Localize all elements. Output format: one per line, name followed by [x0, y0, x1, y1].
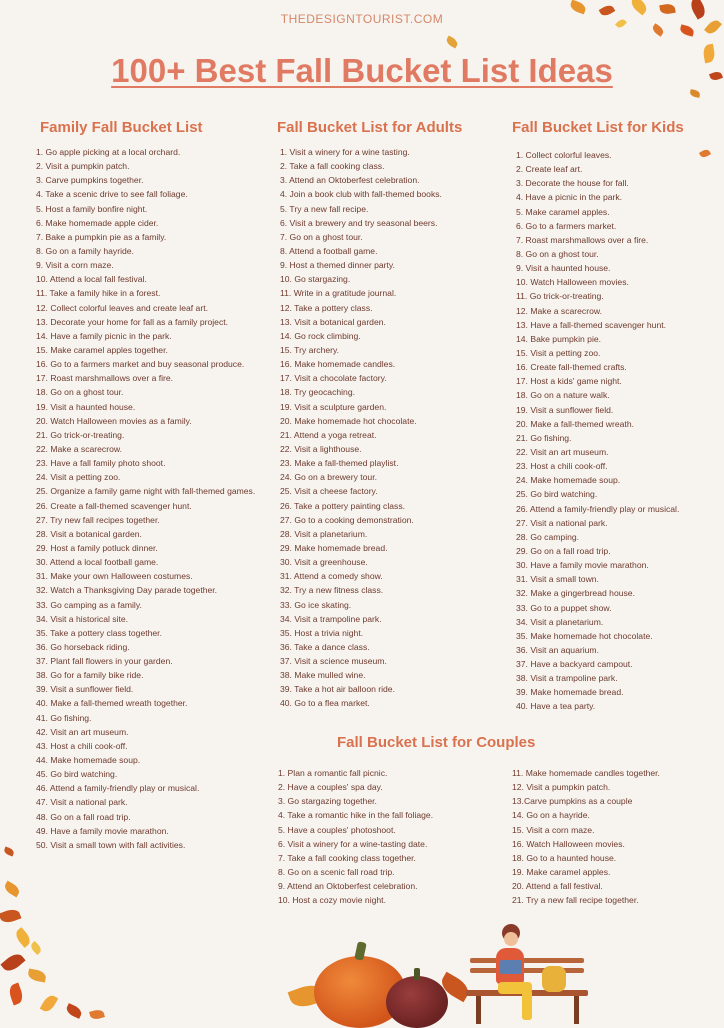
list-item: 6. Make homemade apple cider. [36, 217, 159, 228]
list-item: 16. Create fall-themed crafts. [516, 362, 627, 373]
leaf-icon [29, 941, 43, 955]
list-item: 16. Make homemade candles. [280, 359, 396, 370]
list-item: 40. Go to a flea market. [280, 698, 370, 709]
list-item: 32. Make a gingerbread house. [516, 588, 635, 599]
list-item: 50. Visit a small town with fall activities. [36, 839, 186, 850]
list-item: 29. Make homemade bread. [280, 542, 388, 553]
list-item: 12. Collect colorful leaves and create leaf art. [36, 302, 208, 313]
list-item: 38. Visit a trampoline park. [516, 673, 618, 684]
list-item: 15. Make caramel apples together. [36, 344, 168, 355]
list-item: 14. Go on a hayride. [512, 810, 590, 821]
list-item: 35. Take a pottery class together. [36, 627, 162, 638]
list-item: 11. Go trick-or-treating. [516, 291, 604, 302]
woman-reading-on-bench-icon [466, 922, 590, 1024]
falling-leaf-icon [699, 148, 711, 159]
leaf-icon [3, 881, 22, 898]
list-item: 3. Attend an Oktoberfest celebration. [280, 175, 420, 186]
list-item: 28. Go camping. [516, 531, 580, 542]
list-item: 40. Have a tea party. [516, 701, 596, 712]
list-item: 4. Have a picnic in the park. [516, 192, 623, 203]
list-item: 21. Go trick-or-treating. [36, 429, 125, 440]
list-item: 17. Host a kids' game night. [516, 376, 622, 387]
list-item: 5. Try a new fall recipe. [280, 203, 369, 214]
list-item: 18. Go on a nature walk. [516, 390, 610, 401]
list-item: 26. Create a fall-themed scavenger hunt. [36, 500, 192, 511]
falling-leaf-icon [445, 36, 459, 49]
list-item: 10. Watch Halloween movies. [516, 277, 629, 288]
list-item: 4. Take a scenic drive to see fall foliage. [36, 189, 188, 200]
list-item: 21. Attend a yoga retreat. [280, 429, 377, 440]
family-heading: Family Fall Bucket List [40, 119, 203, 136]
list-item: 41. Go fishing. [36, 712, 92, 723]
list-item: 12. Take a pottery class. [280, 302, 373, 313]
list-item: 4. Take a romantic hike in the fall foliage. [278, 810, 434, 821]
list-item: 34. Visit a historical site. [36, 613, 129, 624]
list-item: 14. Go rock climbing. [280, 330, 361, 341]
list-item: 7. Bake a pumpkin pie as a family. [36, 231, 167, 242]
list-item: 13. Visit a botanical garden. [280, 316, 386, 327]
list-item: 17. Roast marshmallows over a fire. [36, 373, 174, 384]
list-item: 22. Visit a lighthouse. [280, 443, 362, 454]
list-item: 13. Have a fall-themed scavenger hunt. [516, 319, 667, 330]
list-item: 15. Visit a corn maze. [512, 824, 595, 835]
list-item: 8. Go on a ghost tour. [516, 248, 599, 259]
list-item: 16. Go to a farmers market and buy seasonal produce. [36, 359, 245, 370]
page-title: 100+ Best Fall Bucket List Ideas [111, 52, 613, 89]
list-item: 47. Visit a national park. [36, 797, 128, 808]
list-item: 36. Visit an aquarium. [516, 644, 599, 655]
list-item: 29. Host a family potluck dinner. [36, 542, 158, 553]
list-item: 2. Take a fall cooking class. [280, 161, 385, 172]
list-item: 37. Plant fall flowers in your garden. [36, 656, 173, 667]
leaf-icon [0, 950, 25, 974]
list-item: 2. Create leaf art. [516, 164, 583, 175]
list-item: 19. Make caramel apples. [512, 866, 611, 877]
list-item: 1. Visit a winery for a wine tasting. [280, 147, 410, 157]
list-item: 4. Join a book club with fall-themed books. [280, 189, 442, 200]
adults-heading: Fall Bucket List for Adults [277, 119, 463, 136]
list-item: 11. Make homemade candles together. [512, 768, 660, 778]
list-item: 20. Make a fall-themed wreath. [516, 418, 634, 429]
list-item: 7. Take a fall cooking class together. [278, 852, 416, 863]
couples-list-col1 [278, 766, 433, 907]
list-item: 1. Plan a romantic fall picnic. [278, 768, 388, 778]
leaf-icon [40, 993, 59, 1014]
list-item: 23. Make a fall-themed playlist. [280, 458, 399, 469]
list-item: 27. Go to a cooking demonstration. [280, 514, 414, 525]
list-item: 11. Write in a gratitude journal. [280, 288, 397, 299]
list-item: 5. Have a couples' photoshoot. [278, 824, 396, 835]
list-item: 15. Try archery. [280, 344, 340, 355]
list-item: 42. Visit an art museum. [36, 726, 129, 737]
list-item: 9. Visit a corn maze. [36, 260, 114, 271]
family-list [36, 145, 255, 852]
list-item: 3. Decorate the house for fall. [516, 178, 629, 189]
leaf-icon [89, 1008, 105, 1020]
list-item: 25. Visit a cheese factory. [280, 486, 378, 497]
list-item: 2. Visit a pumpkin patch. [36, 161, 130, 172]
list-item: 28. Visit a botanical garden. [36, 528, 142, 539]
list-item: 19. Visit a sculpture garden. [280, 401, 387, 412]
list-item: 22. Visit an art museum. [516, 446, 609, 457]
list-item: 2. Have a couples' spa day. [278, 782, 383, 793]
list-item: 1. Collect colorful leaves. [516, 150, 612, 160]
list-item: 21. Try a new fall recipe together. [512, 895, 639, 906]
list-item: 19. Visit a sunflower field. [516, 404, 614, 415]
list-item: 30. Have a family movie marathon. [516, 560, 649, 571]
list-item: 25. Organize a family game night with fall-themed games. [36, 486, 256, 497]
list-item: 13.Carve pumpkins as a couple [512, 796, 633, 807]
list-item: 31. Make your own Halloween costumes. [36, 571, 193, 582]
leaf-icon [27, 969, 47, 983]
list-item: 46. Attend a family-friendly play or musical. [36, 783, 200, 794]
list-item: 36. Take a dance class. [280, 641, 370, 652]
list-item: 21. Go fishing. [516, 432, 572, 443]
list-item: 35. Host a trivia night. [280, 627, 364, 638]
leaf-cluster-bottom-left [0, 880, 120, 1024]
list-item: 12. Make a scarecrow. [516, 305, 602, 316]
list-item: 24. Make homemade soup. [516, 475, 621, 486]
list-item: 34. Visit a trampoline park. [280, 613, 382, 624]
list-item: 9. Visit a haunted house. [516, 263, 611, 274]
list-item: 49. Have a family movie marathon. [36, 825, 169, 836]
leaf-icon [0, 907, 21, 925]
list-item: 18. Try geocaching. [280, 387, 356, 398]
list-item: 23. Have a fall family photo shoot. [36, 458, 166, 469]
pumpkin-stem [414, 968, 420, 980]
list-item: 36. Go horseback riding. [36, 641, 130, 652]
list-item: 17. Visit a chocolate factory. [280, 373, 387, 384]
kids-list [516, 148, 679, 714]
list-item: 22. Make a scarecrow. [36, 443, 122, 454]
list-item: 6. Visit a winery for a wine-tasting date. [278, 838, 428, 849]
list-item: 31. Attend a comedy show. [280, 571, 383, 582]
list-item: 39. Visit a sunflower field. [36, 684, 134, 695]
site-name: THEDESIGNTOURIST.COM [280, 12, 444, 26]
list-item: 38. Go for a family bike ride. [36, 670, 144, 681]
pumpkin-group [290, 938, 480, 1024]
list-item: 1. Go apple picking at a local orchard. [36, 147, 181, 157]
list-item: 32. Try a new fitness class. [280, 585, 384, 596]
list-item: 25. Go bird watching. [516, 489, 598, 500]
list-item: 5. Host a family bonfire night. [36, 203, 148, 214]
list-item: 43. Host a chili cook-off. [36, 740, 128, 751]
list-item: 16. Watch Halloween movies. [512, 838, 625, 849]
list-item: 48. Go on a fall road trip. [36, 811, 131, 822]
list-item: 44. Make homemade soup. [36, 755, 141, 766]
list-item: 35. Make homemade hot chocolate. [516, 630, 653, 641]
list-item: 23. Host a chili cook-off. [516, 461, 608, 472]
list-item: 24. Visit a petting zoo. [36, 472, 121, 483]
couples-heading: Fall Bucket List for Couples [337, 734, 536, 751]
list-item: 38. Make mulled wine. [280, 670, 366, 681]
adults-list [280, 145, 442, 711]
list-item: 33. Go camping as a family. [36, 599, 142, 610]
list-item: 26. Attend a family-friendly play or musical. [516, 503, 680, 514]
list-item: 11. Take a family hike in a forest. [36, 288, 161, 299]
list-item: 40. Make a fall-themed wreath together. [36, 698, 188, 709]
list-item: 20. Watch Halloween movies as a family. [36, 415, 192, 426]
list-item: 18. Go to a haunted house. [512, 852, 617, 863]
couples-list-col2 [512, 766, 660, 907]
list-item: 26. Take a pottery painting class. [280, 500, 406, 511]
list-item: 8. Attend a football game. [280, 245, 378, 256]
leaf-icon [679, 24, 695, 36]
list-item: 34. Visit a planetarium. [516, 616, 604, 627]
list-item: 39. Take a hot air balloon ride. [280, 684, 395, 695]
list-item: 15. Visit a petting zoo. [516, 347, 601, 358]
list-item: 9. Host a themed dinner party. [280, 260, 395, 271]
list-item: 31. Visit a small town. [516, 574, 599, 585]
leaf-icon [689, 89, 700, 98]
list-item: 30. Attend a local football game. [36, 557, 159, 568]
list-item: 45. Go bird watching. [36, 769, 118, 780]
list-item: 6. Go to a farmers market. [516, 220, 617, 231]
list-item: 10. Attend a local fall festival. [36, 274, 147, 285]
list-item: 33. Go ice skating. [280, 599, 352, 610]
list-item: 3. Go stargazing together. [278, 796, 377, 807]
list-item: 20. Make homemade hot chocolate. [280, 415, 417, 426]
list-item: 19. Visit a haunted house. [36, 401, 136, 412]
leaf-icon [65, 1003, 84, 1019]
list-item: 14. Have a family picnic in the park. [36, 330, 172, 341]
leaf-icon [7, 983, 25, 1006]
list-item: 37. Visit a science museum. [280, 656, 387, 667]
list-item: 10. Go stargazing. [280, 274, 351, 285]
list-item: 9. Attend an Oktoberfest celebration. [278, 881, 418, 892]
list-item: 28. Visit a planetarium. [280, 528, 368, 539]
list-item: 18. Go on a ghost tour. [36, 387, 124, 398]
list-item: 13. Decorate your home for fall as a family project. [36, 316, 229, 327]
pumpkin-icon [386, 976, 448, 1028]
list-item: 7. Roast marshmallows over a fire. [516, 234, 649, 245]
list-item: 8. Go on a family hayride. [36, 245, 134, 256]
list-item: 8. Go on a scenic fall road trip. [278, 866, 395, 877]
list-item: 12. Visit a pumpkin patch. [512, 782, 611, 793]
list-item: 7. Go on a ghost tour. [280, 231, 363, 242]
list-item: 27. Visit a national park. [516, 517, 608, 528]
list-item: 33. Go to a puppet show. [516, 602, 612, 613]
list-item: 3. Carve pumpkins together. [36, 175, 144, 186]
list-item: 5. Make caramel apples. [516, 206, 610, 217]
list-item: 37. Have a backyard campout. [516, 659, 633, 670]
list-item: 14. Bake pumpkin pie. [516, 333, 602, 344]
list-item: 30. Visit a greenhouse. [280, 557, 368, 568]
list-item: 32. Watch a Thanksgiving Day parade together. [36, 585, 218, 596]
kids-heading: Fall Bucket List for Kids [512, 119, 684, 136]
list-item: 29. Go on a fall road trip. [516, 545, 611, 556]
list-item: 20. Attend a fall festival. [512, 881, 603, 892]
list-item: 10. Host a cozy movie night. [278, 895, 386, 906]
list-item: 27. Try new fall recipes together. [36, 514, 160, 525]
list-item: 24. Go on a brewery tour. [280, 472, 377, 483]
falling-leaf-icon [3, 847, 15, 857]
list-item: 39. Make homemade bread. [516, 687, 624, 698]
list-item: 6. Visit a brewery and try seasonal beers. [280, 217, 438, 228]
